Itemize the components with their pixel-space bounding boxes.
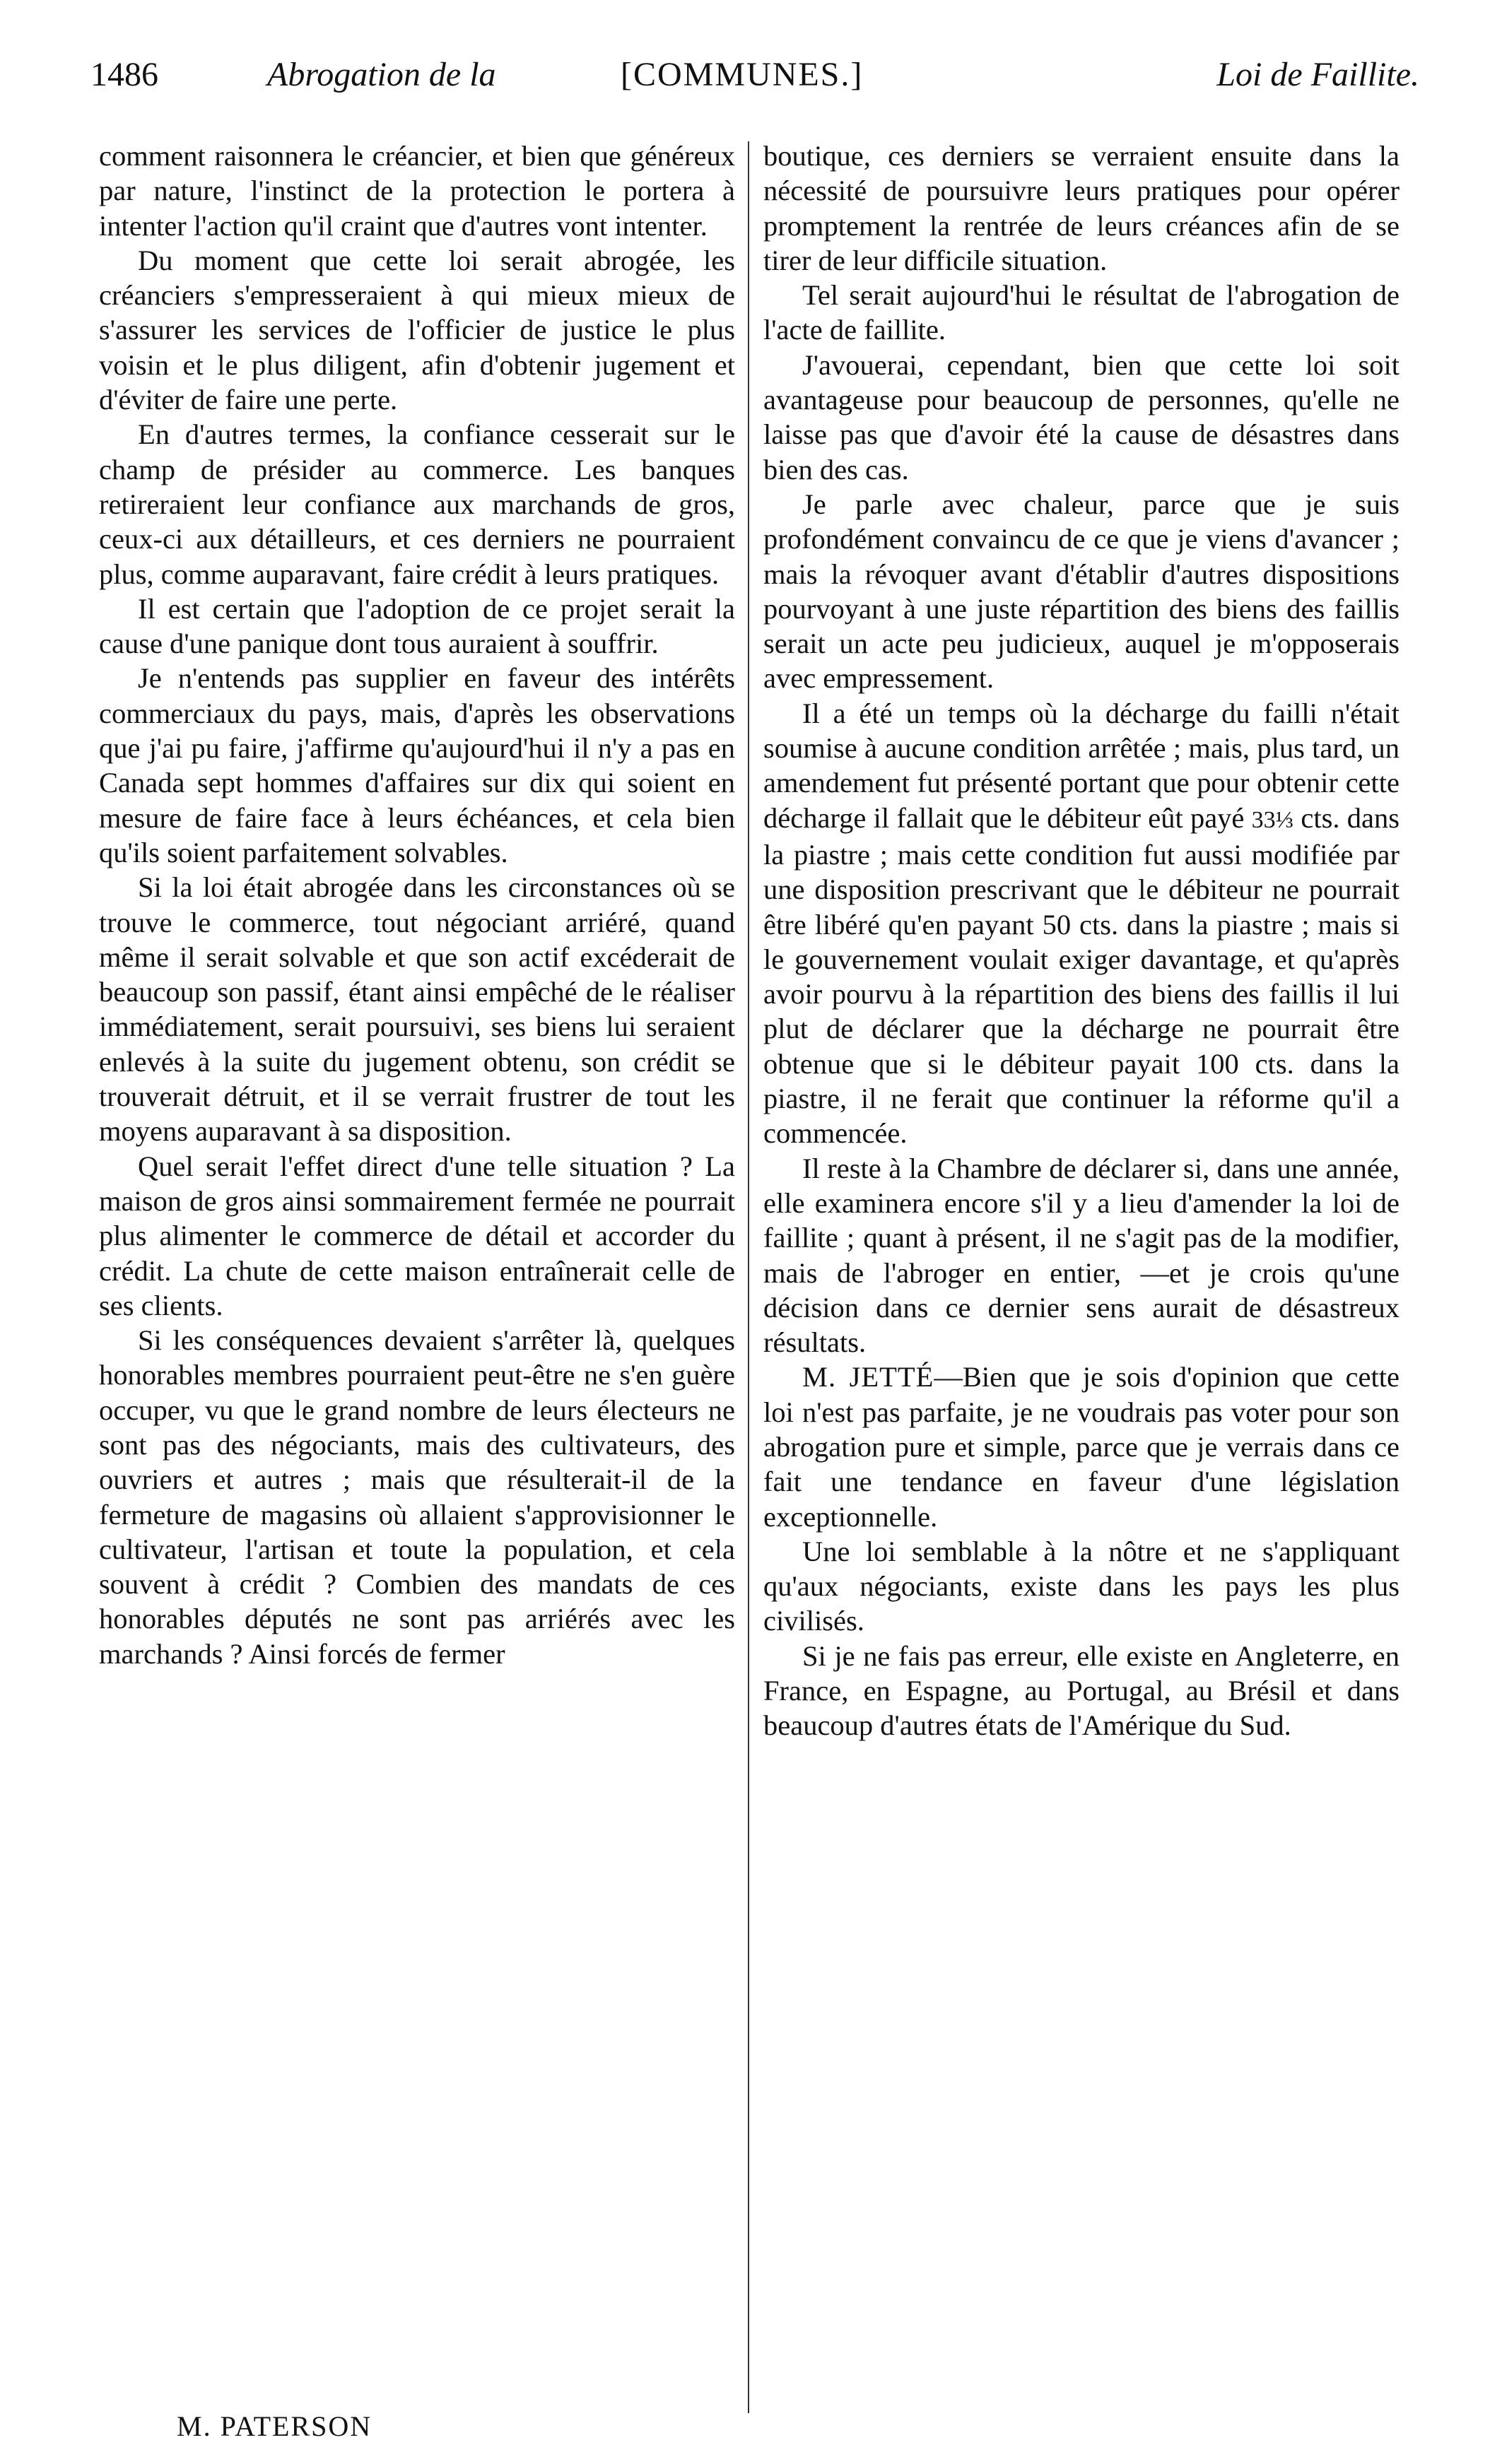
left-column <box>99 138 735 1671</box>
right-paragraph-1: boutique, ces derniers se verraient ensuite dans la nécessité de poursuivre leurs pratiques pour opérer promptement la rentrée de leurs créances afin de se tirer de leur difficile situation. <box>763 140 1400 276</box>
header-left-title: Abrogation de la <box>267 56 496 93</box>
fraction-value: 33⅓ <box>1251 806 1294 833</box>
page-number: 1486 <box>90 56 158 93</box>
right-paragraph-3: J'avouerai, cependant, bien que cette loi soit avantageuse pour beaucoup de personnes, qu'elle ne laisse pas que d'avoir été la cause de désastres dans bien des cas. <box>763 348 1400 485</box>
right-column <box>763 138 1400 1743</box>
right-paragraph-4: Je parle avec chaleur, parce que je suis profondément convaincu de ce que je viens d'avancer ; mais la révoquer avant d'établir d'autres dispositions pourvoyant à une juste répartition des biens des faillis serait un acte peu judicieux, auquel je m'opposerais avec empressement. <box>763 488 1400 695</box>
right-paragraph-8: Une loi semblable à la nôtre et ne s'appliquant qu'aux négociants, existe dans les pays les plus civilisés. <box>763 1535 1400 1637</box>
left-paragraph-3: En d'autres termes, la confiance cesserait sur le champ de présider au commerce. Les banques retireraient leur confiance aux marchands de gros, ceux-ci aux détailleurs, et ces derniers ne pourraient plus, comme auparavant, faire crédit à leurs pratiques. <box>99 418 735 590</box>
right-paragraph-9: Si je ne fais pas erreur, elle existe en Angleterre, en France, en Espagne, au Portugal, au Brésil et dans beaucoup d'autres états de l'Amérique du Sud. <box>763 1639 1400 1742</box>
header-center-title: [COMMUNES.] <box>621 56 864 93</box>
column-divider <box>748 141 749 2413</box>
running-header <box>90 55 1419 105</box>
right-paragraph-6: Il reste à la Chambre de déclarer si, dans une année, elle examinera encore s'il y a lieu d'amender la loi de faillite ; quant à présent, il ne s'agit pas de la modifier, mais de l'abroger en entier, —et je crois qu'une décision dans ce dernier sens aurait de désastreux résultats. <box>763 1152 1400 1359</box>
right-paragraph-5-end: cts. dans la piastre ; mais cette condition fut aussi modifiée par une disposition prescrivant que le débiteur ne pourrait être libéré qu'en payant 50 cts. dans la piastre ; mais si le gouvernement voulait exiger davantage, et qu'après avoir pourvu à la répartition des biens des faillis il lui plut de déclarer que la décharge ne pourrait être obtenue que si le débiteur payait 100 cts. dans la piastre, il ne ferait que continuer la réforme qu'il a commencée. <box>763 801 1400 1150</box>
right-paragraph-2: Tel serait aujourd'hui le résultat de l'abrogation de l'acte de faillite. <box>763 279 1400 346</box>
left-paragraph-8: Si les conséquences devaient s'arrêter là, quelques honorables membres pourraient peut-être ne s'en guère occuper, vu que le grand nombre de leurs électeurs ne sont pas des négociants, mais des cultivateurs, des ouvriers et autres ; mais que résulterait-il de la fermeture de magasins où allaient s'approvisionner le cultivateur, l'artisan et toute la population, et cela souvent à crédit ? Combien des mandats de ces honorables députés ne sont pas arriérés avec les marchands ? Ainsi forcés de fermer <box>99 1324 735 1670</box>
speaker-name: M. JETTÉ <box>802 1361 934 1393</box>
left-paragraph-7: Quel serait l'effet direct d'une telle situation ? La maison de gros ainsi sommairement fermée ne pourrait plus alimenter le commerce de détail et accorder du crédit. La chute de cette maison entraînerait celle de ses clients. <box>99 1150 735 1321</box>
right-paragraph-7 <box>763 1360 1400 1533</box>
left-paragraph-6: Si la loi était abrogée dans les circonstances où se trouve le commerce, tout négociant arriéré, quand même il serait solvable et que son actif excéderait de beaucoup son passif, étant ainsi empêché de le réaliser immédiatement, serait poursuivi, ses biens lui seraient enlevés à la suite du jugement obtenu, son crédit se trouverait détruit, et il se verrait frustrer de tout les moyens auparavant à sa disposition. <box>99 871 735 1148</box>
right-paragraph-5 <box>763 696 1400 1151</box>
left-paragraph-2: Du moment que cette loi serait abrogée, les créanciers s'empresseraient à qui mieux mieux de s'assurer les services de l'officier de justice le plus voisin et le plus diligent, afin d'obtenir jugement et d'éviter de faire une perte. <box>99 244 735 416</box>
speech-text: —Bien que je sois d'opinion que cette loi n'est pas parfaite, je ne voudrais pas voter pour son abrogation pure et simple, parce que je verrais dans ce fait une tendance en faveur d'une législation exceptionnelle. <box>763 1361 1400 1533</box>
speaker-signature: M. PATERSON <box>177 2410 372 2442</box>
header-right-title: Loi de Faillite. <box>1216 56 1419 93</box>
left-paragraph-4: Il est certain que l'adoption de ce projet serait la cause d'une panique dont tous auraient à souffrir. <box>99 592 735 660</box>
right-paragraph-5-start: Il a été un temps où la décharge du failli n'était soumise à aucune condition arrêtée ; mais, plus tard, un amendement fut présenté portant que pour obtenir cette décharge il fallait que le débiteur eût payé <box>763 697 1400 834</box>
left-paragraph-1: comment raisonnera le créancier, et bien que généreux par nature, l'instinct de la protection le portera à intenter l'action qu'il craint que d'autres vont intenter. <box>99 140 735 242</box>
left-paragraph-5: Je n'entends pas supplier en faveur des intérêts commerciaux du pays, mais, d'après les observations que j'ai pu faire, j'affirme qu'aujourd'hui il n'y a pas en Canada sept hommes d'affaires sur dix qui soient en mesure de faire face à leurs échéances, et cela bien qu'ils soient parfaitement solvables. <box>99 662 735 868</box>
